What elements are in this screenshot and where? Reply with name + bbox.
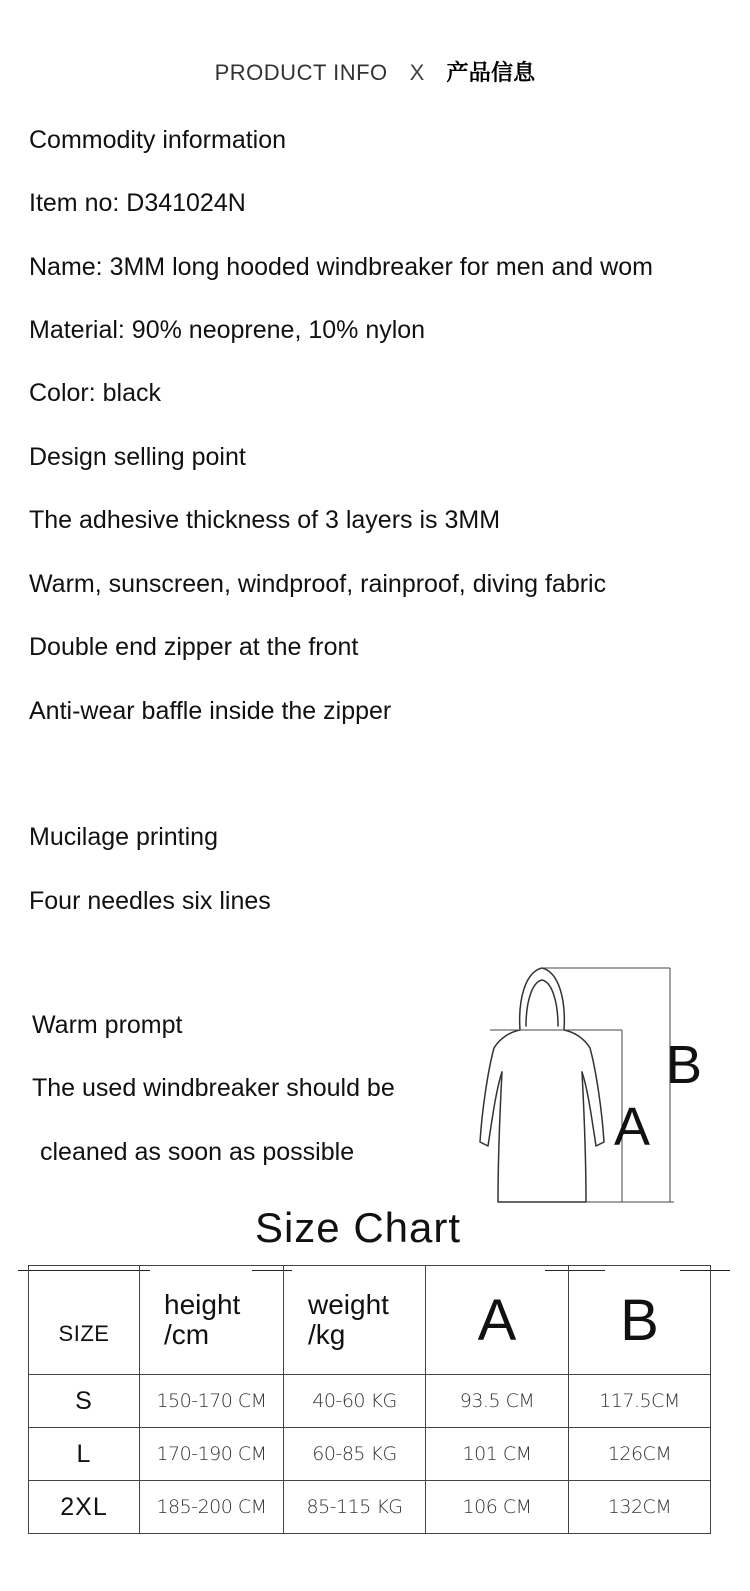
header-cn-title: 产品信息 (446, 61, 536, 86)
figure-label-b: B (666, 1035, 703, 1095)
size-chart-title: Size Chart (254, 1204, 462, 1251)
cell-height: 185-200 CM (140, 1481, 284, 1534)
figure-label-a: A (614, 1097, 651, 1157)
info-line-material: Material: 90% neoprene, 10% nylon (29, 316, 426, 344)
warm-prompt-title: Warm prompt (32, 1011, 183, 1039)
cell-b: 132CM (569, 1481, 711, 1534)
info-line-item-no: Item no: D341024N (29, 189, 246, 217)
cell-b: 117.5CM (569, 1375, 711, 1428)
size-chart-table (28, 1265, 711, 1534)
table-row (29, 1428, 711, 1481)
header-height (140, 1266, 284, 1375)
cell-weight: 85-115 KG (284, 1481, 426, 1534)
table-row (29, 1481, 711, 1534)
header-size: SIZE (29, 1266, 140, 1375)
info-line-stitching: Four needles six lines (29, 887, 271, 915)
cell-height: 170-190 CM (140, 1428, 284, 1481)
header-weight (284, 1266, 426, 1375)
info-line-baffle: Anti-wear baffle inside the zipper (29, 697, 392, 725)
windbreaker-outline-illustration (470, 960, 750, 1210)
header-weight-label: weight (308, 1289, 389, 1320)
garment-measurement-figure (470, 960, 750, 1210)
info-line-design-heading: Design selling point (29, 443, 246, 471)
info-line-printing: Mucilage printing (29, 823, 218, 851)
header-height-unit: /cm (164, 1319, 210, 1350)
header-height-label: height (164, 1289, 241, 1320)
info-line-color: Color: black (29, 379, 161, 407)
cell-size: S (29, 1375, 140, 1428)
cell-height: 150-170 CM (140, 1375, 284, 1428)
info-line-features: Warm, sunscreen, windproof, rainproof, diving fabric (29, 570, 607, 598)
info-line-commodity-heading: Commodity information (29, 126, 287, 154)
size-table-header-row (29, 1266, 711, 1375)
cell-a: 93.5 CM (426, 1375, 569, 1428)
header-en-title: PRODUCT INFO (214, 60, 388, 85)
info-line-zipper: Double end zipper at the front (29, 633, 359, 661)
cell-a: 106 CM (426, 1481, 569, 1534)
header-separator: X (409, 60, 425, 85)
table-row (29, 1375, 711, 1428)
header-weight-unit: /kg (308, 1319, 346, 1350)
header-a: A (426, 1266, 569, 1375)
cell-a: 101 CM (426, 1428, 569, 1481)
cell-size: L (29, 1428, 140, 1481)
cell-weight: 40-60 KG (284, 1375, 426, 1428)
warm-prompt-line-1: The used windbreaker should be (32, 1074, 395, 1102)
cell-weight: 60-85 KG (284, 1428, 426, 1481)
header-b: B (569, 1266, 711, 1375)
info-line-thickness: The adhesive thickness of 3 layers is 3MM (29, 506, 501, 534)
cell-b: 126CM (569, 1428, 711, 1481)
page-header (0, 56, 750, 87)
warm-prompt-line-2: cleaned as soon as possible (40, 1138, 355, 1166)
info-line-name: Name: 3MM long hooded windbreaker for men and wom (29, 253, 653, 281)
cell-size: 2XL (29, 1481, 140, 1534)
